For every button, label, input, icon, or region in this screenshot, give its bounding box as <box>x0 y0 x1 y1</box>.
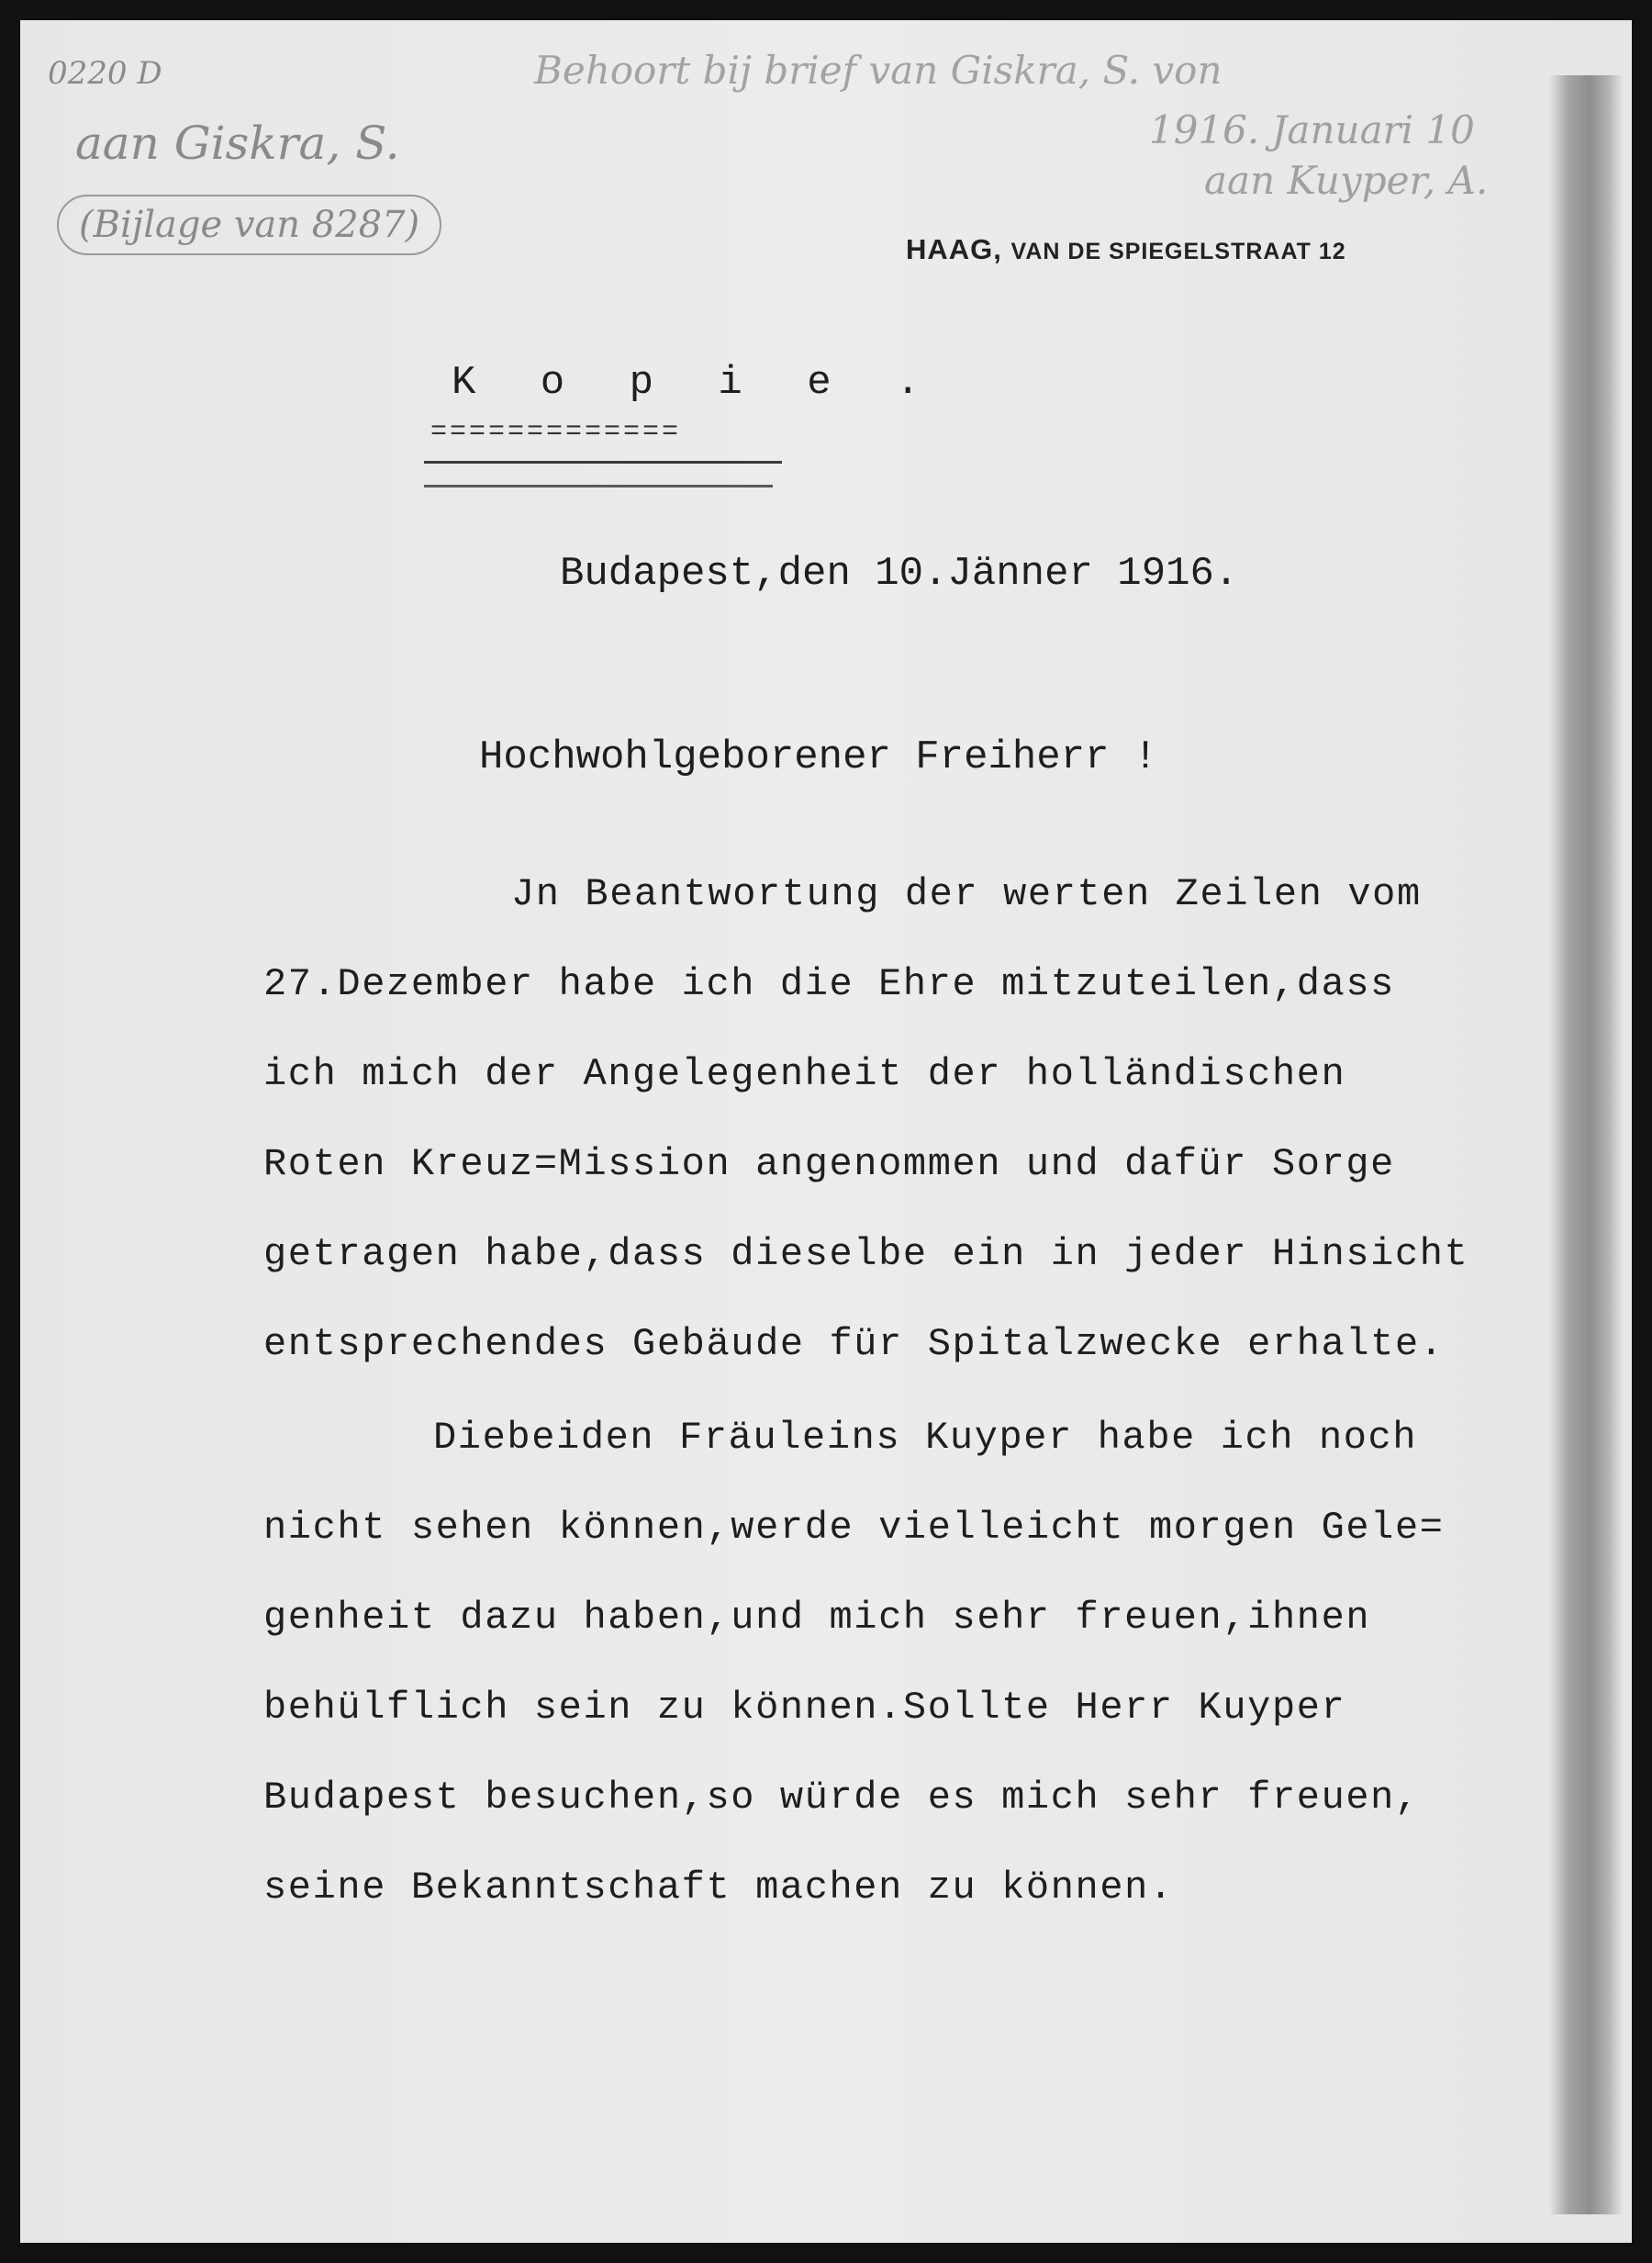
title-rule <box>424 485 773 487</box>
page-edge-shadow <box>1549 75 1623 2214</box>
body-line: Jn Beantwortung der werten Zeilen vom <box>511 872 1422 916</box>
body-line: Roten Kreuz=Mission angenommen und dafür Sorge <box>263 1142 1395 1186</box>
letterhead-city: HAAG, <box>906 233 1002 265</box>
body-line: Diebeiden Fräuleins Kuyper habe ich noch <box>433 1416 1418 1460</box>
document-title: K o p i e . <box>452 360 941 406</box>
document-sheet <box>20 20 1632 2243</box>
body-line: genheit dazu haben,und mich sehr freuen,ihnen <box>263 1596 1371 1640</box>
letterhead-street: VAN DE SPIEGELSTRAAT 12 <box>1010 239 1346 264</box>
place-date: Budapest,den 10.Jänner 1916. <box>560 551 1239 597</box>
body-line: getragen habe,dass dieselbe ein in jeder Hinsicht <box>263 1232 1469 1276</box>
title-underline: ============= <box>430 417 682 448</box>
title-rule <box>424 461 782 464</box>
bijlage-note: (Bijlage van 8287) <box>57 195 441 255</box>
addressee-note: aan Kuyper, A. <box>1204 158 1489 203</box>
body-line: nicht sehen können,werde vielleicht morgen Gele= <box>263 1506 1445 1550</box>
body-line: seine Bekanntschaft machen zu können. <box>263 1865 1174 1910</box>
belongs-to-note: Behoort bij brief van Giskra, S. von <box>534 48 1222 93</box>
body-line: entsprechendes Gebäude für Spitalzwecke erhalte. <box>263 1322 1445 1366</box>
letterhead <box>906 233 1346 266</box>
body-line: ich mich der Angelegenheit der holländischen <box>263 1052 1346 1096</box>
salutation: Hochwohlgeborener Freiherr ! <box>479 734 1158 780</box>
archive-number-note: 0220 D <box>48 55 162 92</box>
body-line: 27.Dezember habe ich die Ehre mitzuteilen,dass <box>263 962 1395 1006</box>
date-note: 1916. Januari 10 <box>1149 107 1475 152</box>
body-line: behülflich sein zu können.Sollte Herr Kuyper <box>263 1686 1346 1730</box>
body-line: Budapest besuchen,so würde es mich sehr freuen, <box>263 1776 1420 1820</box>
author-reference-note: aan Giskra, S. <box>75 117 400 170</box>
